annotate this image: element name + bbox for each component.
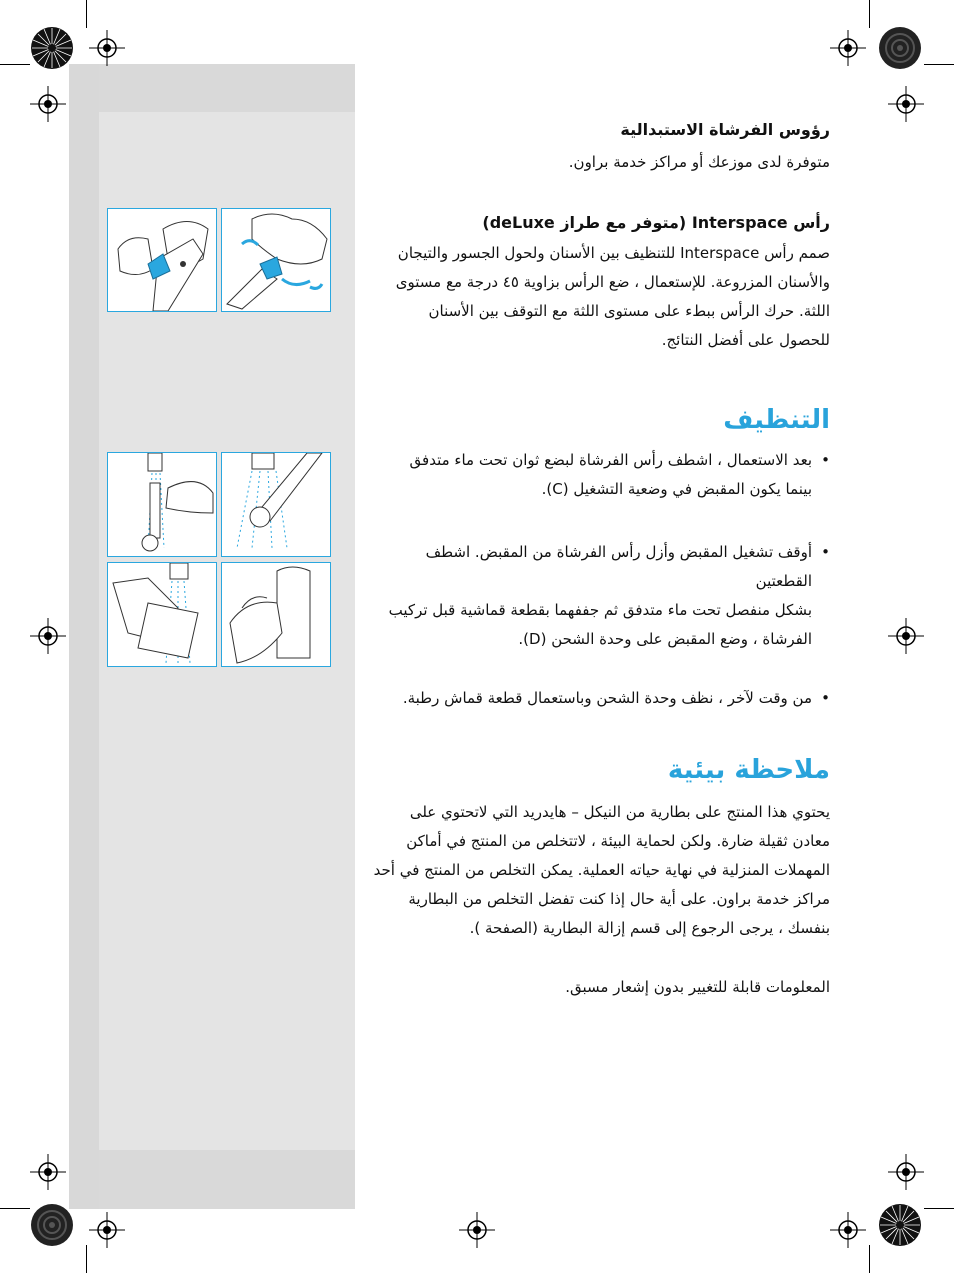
registration-mark-icon (888, 1154, 924, 1190)
crop-mark (86, 1245, 87, 1273)
registration-mark-icon (30, 86, 66, 122)
color-wheel-icon (30, 1203, 74, 1247)
grey-margin-bar (69, 64, 99, 1209)
interspace-line: اللثة. حرك الرأس ببطء على مستوى اللثة مع التوقف بين الأسنان (428, 302, 830, 320)
environment-title: ملاحظة بيئية (667, 755, 830, 785)
section-replacement-heads (370, 118, 830, 355)
cleaning-bullet (370, 446, 830, 504)
cleaning-bullet-line: الفرشاة ، وضع المقبض على وحدة الشحن (D). (518, 630, 812, 648)
registration-mark-icon (888, 618, 924, 654)
crop-mark (86, 0, 87, 28)
crop-mark (0, 64, 30, 65)
crop-mark (924, 64, 954, 65)
cleaning-title: التنظيف (723, 405, 830, 435)
subject-to-change-note: المعلومات قابلة للتغيير بدون إشعار مسبق. (565, 978, 830, 996)
cleaning-bullet-line: بشكل منفصل تحت ماء متدفق ثم جففهما بقطعة قماشية قبل تركيب (388, 601, 812, 619)
environment-line: يحتوي هذا المنتج على بطارية من النيكل – هايدريد التي لاتحتوي على (409, 803, 830, 821)
cleaning-bullet-line: بينما يكون المقبض في وضعية التشغيل (C). (541, 480, 812, 498)
figure-rinse-brush (221, 452, 331, 557)
registration-mark-icon (830, 1212, 866, 1248)
cleaning-bullet (370, 538, 830, 654)
crop-mark (924, 1208, 954, 1209)
interspace-line: للحصول على أفضل النتائج. (661, 331, 830, 349)
color-wheel-icon (878, 1203, 922, 1247)
figure-rinse-handle (107, 452, 217, 557)
color-wheel-icon (878, 26, 922, 70)
figure-interspace-head (107, 208, 217, 312)
environment-line: معادن ثقيلة ضارة. ولكن لحماية البيئة ، لاتتخلص من المنتج في أماكن (406, 832, 830, 850)
cleaning-bullet-line: • أوقف تشغيل المقبض وأزل رأس الفرشاة من المقبض. اشطف القطعتين (425, 543, 812, 590)
replacement-heads-availability: متوفرة لدى موزعك أو مراكز خدمة براون. (568, 153, 830, 171)
registration-mark-icon (30, 1154, 66, 1190)
section-environment (370, 752, 830, 1002)
replacement-heads-title: رؤوس الفرشاة الاستبدالية (620, 120, 830, 139)
cleaning-bullet-line: • بعد الاستعمال ، اشطف رأس الفرشاة لبضع ثوان تحت ماء متدفق (409, 451, 812, 469)
crop-mark (869, 1245, 870, 1273)
environment-line: مراكز خدمة براون. على أية حال إذا كنت تفضل التخلص من البطارية (408, 890, 830, 908)
registration-mark-icon (459, 1212, 495, 1248)
interspace-subtitle: رأس Interspace (متوفر مع طراز deLuxe) (482, 213, 830, 232)
section-cleaning (370, 402, 830, 713)
interspace-line: صمم رأس Interspace للتنظيف بين الأسنان ولحول الجسور والتيجان (397, 244, 830, 262)
registration-mark-icon (89, 30, 125, 66)
environment-line: المهملات المنزلية في نهاية حياته العملية. يمكن التخلص من المنتج في أحد (373, 861, 830, 879)
grey-strip-top (99, 64, 355, 112)
grey-strip-bottom (99, 1150, 355, 1209)
registration-mark-icon (30, 618, 66, 654)
crop-mark (869, 0, 870, 28)
interspace-line: والأسنان المزروعة. للإستعمال ، ضع الرأس بزاوية ٤٥ درجة مع مستوى (395, 273, 830, 291)
environment-line: بنفسك ، يرجى الرجوع إلى قسم إزالة البطارية (الصفحة ). (469, 919, 830, 937)
cleaning-bullet (370, 684, 830, 713)
registration-mark-icon (89, 1212, 125, 1248)
color-wheel-icon (30, 26, 74, 70)
crop-mark (0, 1208, 30, 1209)
registration-mark-icon (830, 30, 866, 66)
figure-interspace-angle (221, 208, 331, 312)
registration-mark-icon (888, 86, 924, 122)
figure-rinse-parts (107, 562, 217, 667)
cleaning-bullet-line: • من وقت لآخر ، نظف وحدة الشحن وباستعمال قطعة قماش رطبة. (402, 689, 812, 707)
figure-wipe-charger (221, 562, 331, 667)
